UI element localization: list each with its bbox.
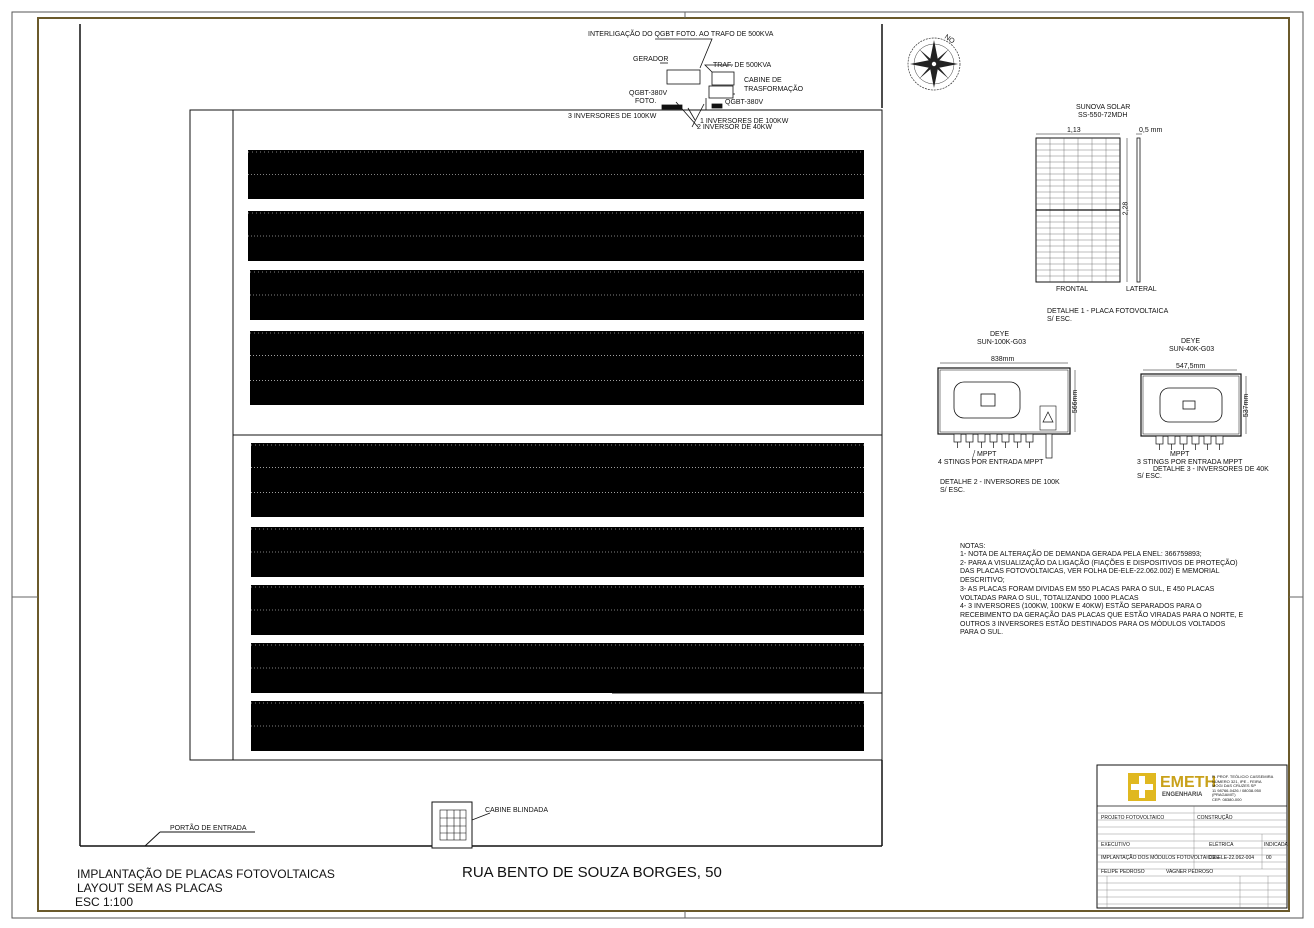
note-line: DAS PLACAS FOTOVOLTAICAS, VER FOLHA DE-ELE-22.062.002) E MEMORIAL — [960, 568, 1220, 576]
inv100-width: 838mm — [991, 356, 1015, 363]
note-line: RECEBIMENTO DA GERAÇÃO DAS PLACAS QUE ESTÃO VIRADAS PARA O NORTE, E — [960, 611, 1244, 619]
qgbt-label: QGBT-380V — [725, 99, 764, 106]
address-line: CEP: 08380-000 — [1212, 797, 1242, 802]
note-line: VOLTADAS PARA O SUL, TOTALIZANDO 1000 PLACAS — [960, 594, 1139, 602]
qgbt-foto-label-2: FOTO. — [635, 98, 657, 105]
inverters-1x100-label: 1 INVERSORES DE 100KW — [700, 118, 789, 125]
inverters-3x100-label: 3 INVERSORES DE 100KW — [568, 113, 657, 120]
inv40-width: 547,5mm — [1176, 363, 1206, 370]
pv-depth: 0,5 mm — [1139, 127, 1163, 134]
note-line: 3- AS PLACAS FORAM DIVIDAS EM 550 PLACAS PARA O SUL, E 450 PLACAS — [960, 585, 1215, 593]
detail3-caption-1: DETALHE 3 - INVERSORES DE 40K — [1153, 466, 1269, 473]
address-line: (PRAGAMIT) — [1212, 792, 1236, 798]
detail3-caption-2: S/ ESC. — [1137, 473, 1162, 480]
pv-brand: SUNOVA SOLAR — [1076, 104, 1131, 111]
gate-label: PORTÃO DE ENTRADA — [170, 825, 247, 832]
equipment-area — [655, 39, 735, 127]
inv40-strings: 3 STINGS POR ENTRADA MPPT — [1137, 459, 1243, 466]
panel-row — [251, 443, 864, 517]
pv-side-label: LATERAL — [1126, 286, 1157, 293]
entrance-gate — [145, 832, 255, 846]
detail1-caption-1: DETALHE 1 - PLACA FOTOVOLTAICA — [1047, 308, 1169, 315]
pv-front-label: FRONTAL — [1056, 286, 1089, 293]
address-line: MOGI DAS CRUZES SP — [1212, 783, 1257, 789]
tb-discipline: ELÉTRICA — [1209, 842, 1234, 848]
inv100-model: SUN-100K-G03 — [977, 339, 1027, 346]
street-address: RUA BENTO DE SOUZA BORGES, 50 — [462, 864, 722, 881]
cabin-label-1: CABINE DE — [744, 77, 782, 84]
tb-phase: EXECUTIVO — [1101, 842, 1130, 848]
detail2-inverter-100k — [938, 363, 1075, 460]
tb-drawing-no: DE-ELE-22.062-004 — [1209, 855, 1255, 861]
panel-rows — [248, 150, 864, 751]
note-line: 1- NOTA DE ALTERAÇÃO DE DEMANDA GERADA PELA ENEL: 366759893; — [960, 551, 1202, 558]
tb-project: PROJETO FOTOVOLTAICO — [1101, 815, 1165, 821]
pv-model: SS-550-72MDH — [1078, 112, 1128, 119]
inv40-height: 537mm — [1243, 393, 1251, 418]
tb-drawing-title: IMPLANTAÇÃO DOS MÓDULOS FOTOVOLTAICOS — [1101, 855, 1219, 861]
inverter-display-icon — [1183, 401, 1195, 409]
company-subtitle: ENGENHARIA — [1162, 792, 1203, 798]
pv-height: 2,28 — [1122, 201, 1130, 216]
qgbt-box — [712, 104, 722, 108]
address-line: 11 98766-0426 / 08038-950 — [1212, 787, 1262, 793]
transformer-label: TRAF. DE 500KVA — [713, 62, 772, 69]
tb-designer: FELIPE PEDROSO — [1101, 869, 1145, 875]
tb-stage: CONSTRUÇÃO — [1197, 815, 1233, 821]
note-line: 2- PARA A VISUALIZAÇÃO DA LIGAÇÃO (FIAÇÕES E DISPOSITIVOS DE PROTEÇÃO) — [960, 559, 1238, 567]
pv-width: 1,13 — [1067, 127, 1081, 134]
inv40-model: SUN-40K-G03 — [1169, 346, 1215, 353]
panel-row — [248, 150, 864, 199]
inv100-mppt: MPPT — [977, 451, 997, 458]
address-line: NÚMERO 321, IPE - FEIRA — [1212, 778, 1262, 784]
generator-label: GERADOR — [633, 56, 669, 63]
drawing-scale: ESC 1:100 — [75, 895, 134, 909]
tb-checker: VAGNER PEDROSO — [1166, 869, 1214, 875]
transformer-box — [712, 72, 734, 85]
detail2-caption-2: S/ ESC. — [940, 487, 965, 494]
qgbt-foto-label-1: QGBT-380V — [629, 90, 668, 97]
tb-scale: INDICADA — [1264, 842, 1288, 848]
detail2-caption-1: DETALHE 2 - INVERSORES DE 100K — [940, 479, 1060, 486]
inv40-mppt: MPPT — [1170, 451, 1190, 458]
note-line: 4- 3 INVERSORES (100KW, 100KW E 40KW) ESTÃO SEPARADOS PARA O — [960, 603, 1202, 611]
inv100-brand: DEYE — [990, 331, 1010, 338]
detail3-inverter-40k — [1141, 370, 1246, 450]
inverters-2x40-label: 2 INVERSOR DE 40KW — [697, 124, 773, 131]
pv-panel-side — [1137, 138, 1140, 282]
detail1-caption-2: S/ ESC. — [1047, 316, 1072, 323]
address-line: R. PROF. TEÓLICIO CASSEMIRA — [1212, 774, 1274, 779]
generator-box — [667, 70, 700, 84]
interconnection-label: INTERLIGAÇÃO DO QGBT FOTO. AO TRAFO DE 500KVA — [588, 31, 774, 38]
note-line: PARA O SUL. — [960, 629, 1004, 637]
inv100-height: 566mm — [1072, 389, 1080, 414]
note-line: DESCRITIVO; — [960, 577, 1005, 585]
inv100-strings: 4 STINGS POR ENTRADA MPPT — [938, 459, 1044, 466]
drawing-title-line2: LAYOUT SEM AS PLACAS — [77, 881, 223, 895]
inv40-brand: DEYE — [1181, 338, 1201, 345]
north-label: NO — [942, 33, 956, 46]
inverter-display-icon — [981, 394, 995, 406]
armored-cabin — [432, 802, 490, 848]
panel-row — [248, 211, 864, 261]
notes-title: NOTAS: — [960, 543, 986, 550]
compass-rose-icon — [908, 38, 960, 90]
drawing-title-line1: IMPLANTAÇÃO DE PLACAS FOTOVOLTAICAS — [77, 867, 335, 881]
cabin-label-2: TRASFORMAÇÃO — [744, 86, 804, 93]
company-name: EMETH — [1160, 774, 1216, 791]
cabin-box — [709, 86, 733, 98]
tb-revision: 00 — [1266, 855, 1272, 861]
panel-row — [250, 331, 864, 405]
note-line: OUTROS 3 INVERSORES ESTÃO DESTINADOS PARA OS MÓDULOS VOLTADOS — [960, 620, 1226, 628]
armored-cabin-label: CABINE BLINDADA — [485, 807, 549, 814]
